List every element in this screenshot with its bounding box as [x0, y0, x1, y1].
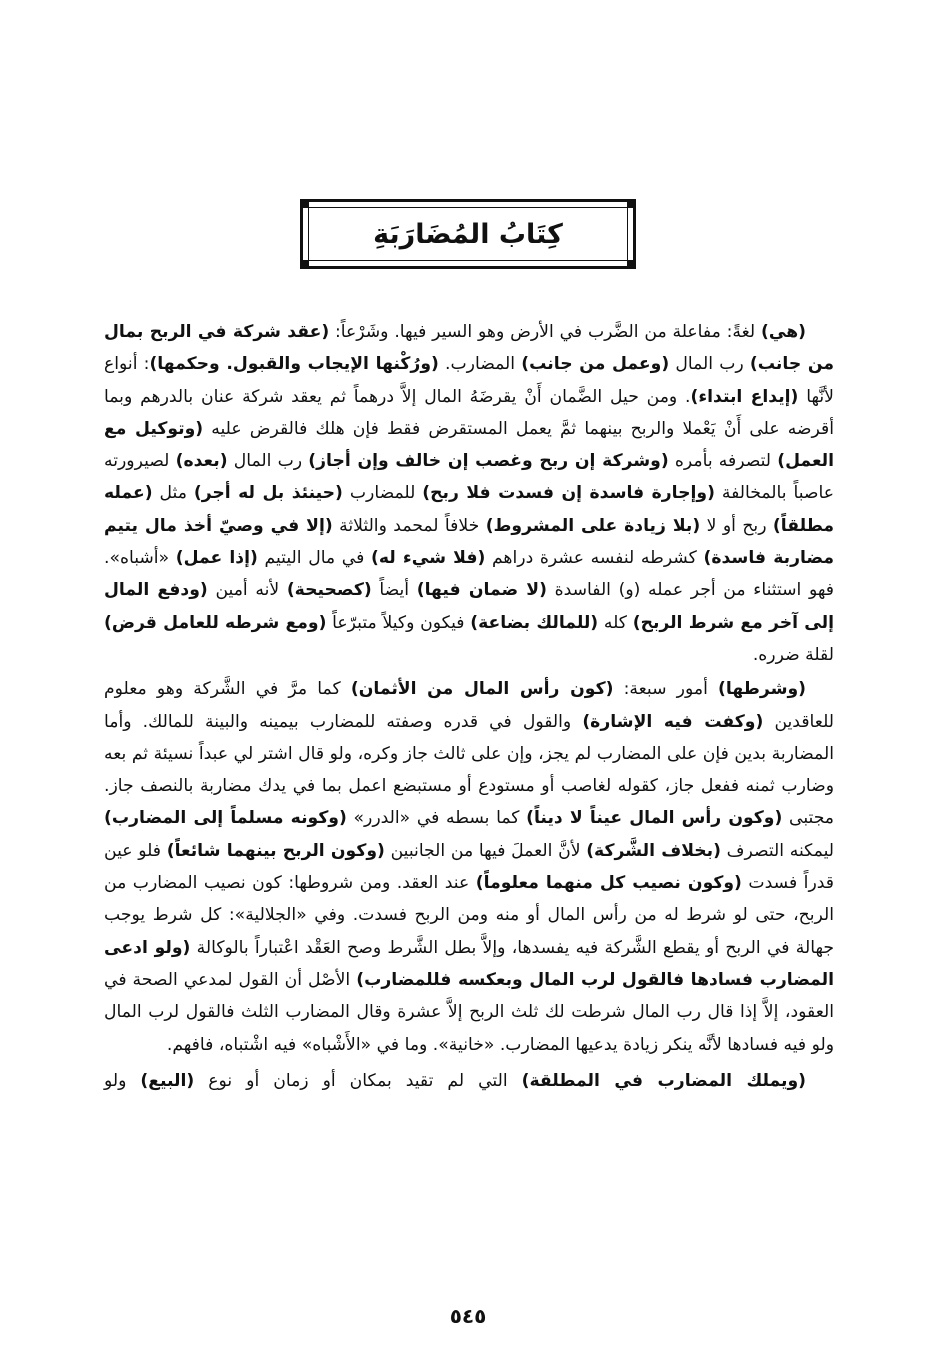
page-number: ٥٤٥ [449, 1304, 487, 1328]
sharh-text: رب المال [669, 354, 750, 375]
matn-text-bold: (وشرطها) [718, 679, 807, 700]
sharh-text: ربح أو لا [700, 515, 773, 536]
matn-text-bold: (بلا زيادة على المشروط) [485, 515, 701, 536]
matn-text-bold: (فلا شيء له) [371, 548, 486, 569]
sharh-text: رب المال [227, 451, 309, 472]
sharh-text: . ومن حيل الضَّمان أَنْ يقرضَهُ المال إلاَّ درهماً ثم يعقد شركة عنان بالدرهم وبما أقرضه على أَنْ يَعْملا والربح بينهما ثمَّ يعمل المستقرض فقط فإن هلك فالقرض عليه [104, 386, 834, 439]
matn-text-bold: (وعمل من جانب) [521, 354, 670, 375]
frame-corner-ornament [627, 260, 634, 267]
sharh-text: الأصْل أن القول لمدعي الصحة في العقود، إلاَّ إذا قال رب المال شرطت لك ثلث الربح إلاَّ عشرة وقال المضارب الثلث فالقول لرب المال ولو فيه فسادها لأنَّه ينكر زيادة يدعيها المضارب. «خانية». وما في «الأَشْباه» فيه اشْتباه، فافهم. [104, 969, 834, 1055]
sharh-text: فلو عين قدراً فسدت [104, 840, 834, 894]
matn-text-bold: (وتوكيل مع العمل) [104, 418, 835, 472]
sharh-text: كما بسطه في «الدرر» [346, 808, 527, 829]
frame-corner-ornament [627, 201, 634, 208]
sharh-text: أيضاً [371, 580, 417, 601]
sharh-text: ولو [104, 1070, 141, 1091]
paragraph [104, 316, 834, 671]
sharh-text: لأنَّ العملَ فيها من الجانبين [384, 840, 587, 861]
sharh-text: لصيرورته عاصباً بالمخالفة [104, 451, 834, 504]
sharh-text: «أشباه». فهو استثناء من أجر عمله (و) الفاسدة [104, 548, 834, 601]
matn-text-bold: (وكفت فيه الإشارة) [582, 711, 764, 732]
matn-text-bold: (وكون الربح بينهما شائعاً) [166, 840, 385, 861]
chapter-title: كِتَابُ المُضَارَبَةِ [373, 218, 563, 250]
matn-text-bold: (إذا عمل) [175, 548, 258, 569]
sharh-text: عند العقد. ومن شروطها: كون نصيب المضارب من الربح، حتى لو شرط له من رأس المال أو منه ومن الربح فسدت. وفي «الجلالية»: كل شرط يوجب جهالة في الربح أو يقطع الشَّركة فيه يفسدها، وإلاَّ بطل الشَّرط وصح العَقْد اعْتباراً بالوكالة [104, 873, 834, 958]
matn-text-bold: (وكونه مسلماً إلى المضارب) [104, 808, 347, 829]
matn-text-bold: (هي) [760, 322, 807, 342]
matn-text-bold: (بعده) [175, 451, 228, 472]
matn-text-bold: (ورُكْنها الإيجاب والقبول. وحكمها) [149, 354, 439, 375]
sharh-text: خلافاً لمحمد والثلاثة [332, 515, 486, 536]
sharh-text: مثل [152, 483, 194, 504]
sharh-text: : أنواع لأنَّها [104, 354, 834, 407]
matn-text-bold: (عقد شركة في الربح بمال من جانب) [104, 322, 834, 375]
sharh-text: في مال اليتيم [257, 548, 371, 569]
matn-text-bold: (كون رأس المال من الأثمان) [350, 679, 614, 700]
chapter-title-frame [300, 199, 636, 269]
matn-text-bold: (ويملك المضارب في المطلقة) [521, 1070, 807, 1091]
sharh-text: والقول في قدره وصفته للمضارب بيمينه والبينة للمالك. وأما المضاربة بدين فإن على المضارب لم يجز، وإن على ثالث جاز وكره، ولو قال اشتر لي عبداً نسيئة ثم بعه وضارب ثمنه ففعل جاز، كقوله لغاصب أو مستودع أو مستبضع اعمل بما في يدك مضاربة بالنصف جاز. مجتبى [104, 711, 834, 829]
sharh-text: لتصرفه بأمره [668, 451, 778, 472]
sharh-text: التي لم تقيد بمكان أو زمان أو نوع [194, 1070, 522, 1091]
matn-text-bold: (البيع) [140, 1070, 195, 1091]
sharh-text: كما مرَّ في الشَّركة وهو معلوم للعاقدين [104, 679, 834, 732]
matn-text-bold: (ومع شرطه للعامل قرض) [104, 612, 327, 633]
matn-text-bold: (وشركة إن ربح وغصب إن خالف وإن أجاز) [308, 451, 669, 472]
chapter-title-inner-frame [308, 207, 628, 261]
matn-text-bold: (كصحيحة) [286, 580, 372, 601]
sharh-text: لغةً: مفاعلة من الضَّرب في الأرض وهو السير فيها. وشَرْعاً: [329, 322, 761, 342]
sharh-text: لأنه أمين [207, 580, 287, 601]
body-text [104, 316, 834, 1099]
paragraph [104, 673, 834, 1061]
matn-text-bold: (وكون رأس المال عيناً لا ديناً) [526, 808, 783, 829]
sharh-text: المضارب. [438, 354, 522, 375]
matn-text-bold: (وإجارة فاسدة إن فسدت فلا ربح) [422, 483, 715, 504]
sharh-text: فيكون وكيلاً متبرّعاً [326, 612, 471, 633]
sharh-text: ليمكنه التصرف [720, 840, 834, 861]
sharh-text: للمضارب [342, 483, 423, 504]
matn-text-bold: (وكون نصيب كل منهما معلوماً) [475, 873, 742, 894]
sharh-text: كله [598, 612, 633, 633]
sharh-text: أمور سبعة: [613, 679, 719, 700]
matn-text-bold: (ودفع المال إلى آخر مع شرط الربح) [104, 580, 835, 633]
matn-text-bold: (حينئذ بل له أجر) [193, 483, 343, 504]
frame-corner-ornament [302, 260, 309, 267]
matn-text-bold: (بخلاف الشَّركة) [586, 840, 721, 861]
matn-text-bold: (إيداع ابتداء) [690, 386, 799, 407]
sharh-text: لقلة ضرره. [752, 644, 834, 665]
matn-text-bold: (إلا في وصيّ أخذ مال يتيم مضاربة فاسدة) [104, 515, 835, 569]
matn-text-bold: (للمالك بضاعة) [470, 612, 599, 633]
sharh-text: كشرطه لنفسه عشرة دراهم [485, 548, 704, 569]
matn-text-bold: (ولو ادعى المضارب فسادها فالقول لرب المال وبعكسه فللمضارب) [104, 937, 834, 990]
matn-text-bold: (عمله مطلقاً) [104, 483, 834, 536]
matn-text-bold: (لا ضمان فيها) [416, 580, 547, 601]
paragraph [104, 1065, 834, 1097]
